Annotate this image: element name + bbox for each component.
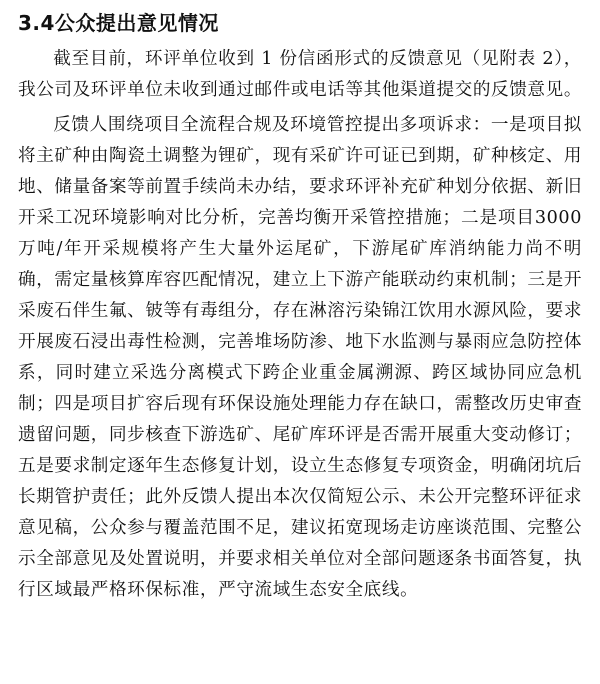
section-heading: 3.4公众提出意见情况 — [18, 11, 219, 35]
paragraph-feedback-details: 反馈人围绕项目全流程合规及环境管控提出多项诉求：一是项目拟将主矿种由陶瓷土调整为锂矿，现有采矿许可证已到期，矿种核定、用地、储量备案等前置手续尚未办结，要求环评补充矿种划分依据、新旧开采工况环境影响对比分析，完善均衡开采管控措施；二是项目3000 万吨/年开采规模将产生大量外运尾矿，下游尾矿库消纳能力尚不明确，需定量核算库容匹配情况，建立上下游产能联动约束机制；三是开采废石伴生氟、铍等有毒组分，存在淋溶污染锦江饮用水源风险，要求开展废石浸出毒性检测，完善堆场防渗、地下水监测与暴雨应急防控体系，同时建立采选分离模式下跨企业重金属溯源、跨区域协同应急机制；四是项目扩容后现有环保设施处理能力存在缺口，需整改历史审查遗留问题，同步核查下游选矿、尾矿库环评是否需开展重大变动修订；五是要求制定逐年生态修复计划，设立生态修复专项资金，明确闭坑后长期管护责任；此外反馈人提出本次仅简短公示、未公开完整环评征求意见稿，公众参与覆盖范围不足，建议拓宽现场走访座谈范围、完整公示全部意见及处置说明，并要求相关单位对全部问题逐条书面答复，执行区域最严格环保标准，严守流域生态安全底线。 — [18, 115, 583, 600]
paragraph-feedback-received: 截至目前，环评单位收到 1 份信函形式的反馈意见（见附表 2），我公司及环评单位未收到通过邮件或电话等其他渠道提交的反馈意见。 — [18, 49, 583, 100]
